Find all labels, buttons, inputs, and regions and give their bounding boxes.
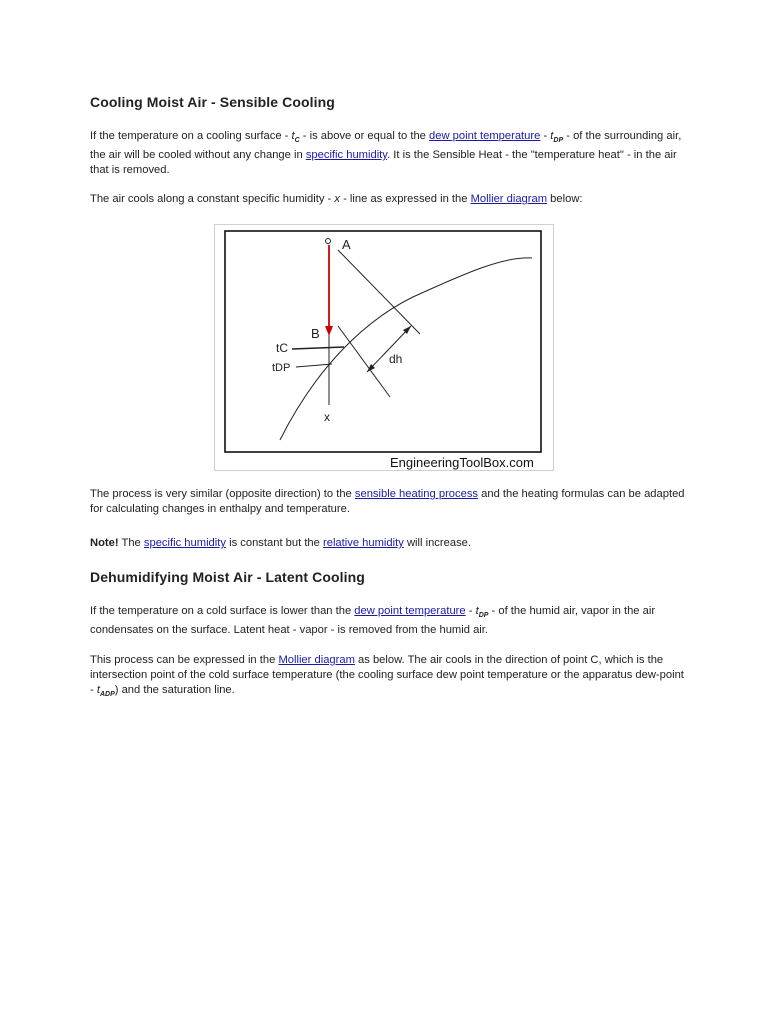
link-specific-humidity-note[interactable]: specific humidity (143, 537, 226, 549)
paragraph-mollier-latent (90, 653, 690, 702)
symbol-tadp: $t_{ADP}$ (96, 684, 115, 699)
link-specific-humidity[interactable]: specific humidity (305, 149, 388, 162)
mollier-sensible-cooling-figure (214, 222, 554, 472)
label-x: x (324, 410, 330, 424)
link-sensible-heating-process[interactable]: sensible heating process (354, 488, 479, 500)
text: . It is the Sensible Heat - the "temperature heat" - in the air that is removed. (90, 149, 677, 177)
text: as below. The air cools in the direction of point C, which is the intersection point of the cold surface temperature (the cooling surface dew point temperature or the apparatus dew-point - (90, 654, 684, 696)
text: - of the humid air, vapor in the air condensates on the surface. Latent heat - vapor - is removed from the humid air. (90, 605, 656, 637)
text: and the heating formulas can be adapted for calculating changes in enthalpy and temperature. (90, 488, 685, 515)
text: The air cools along a constant specific humidity - (90, 193, 335, 205)
point-a-marker (326, 239, 331, 244)
text: - (465, 605, 476, 617)
symbol-tdp: $t_{DP}$ (550, 130, 564, 145)
label-tdp: tDP (272, 362, 291, 374)
label-a: A (342, 237, 351, 252)
text: - of the surrounding air, the air will be cooled without any change in (90, 130, 682, 162)
text: This process can be expressed in the (90, 654, 279, 666)
paragraph-latent-intro (90, 604, 690, 638)
mollier-diagram (214, 222, 554, 472)
paragraph-sensible-intro (90, 129, 690, 178)
text: is constant but the (225, 537, 323, 549)
text: will increase. (403, 537, 471, 549)
paragraph-constant-humidity (90, 192, 690, 207)
section-title-latent-cooling: Dehumidifying Moist Air - Latent Cooling (90, 569, 365, 585)
link-mollier-diagram[interactable]: Mollier diagram (470, 193, 548, 205)
text: The process is very similar (opposite direction) to the (90, 488, 355, 500)
symbol-tc: $t_C$ (291, 130, 300, 145)
link-dew-point-temperature[interactable]: dew point temperature (429, 130, 541, 142)
text: If the temperature on a cooling surface - (90, 130, 292, 142)
link-dew-point-temperature-2[interactable]: dew point temperature (354, 605, 466, 617)
text: The (118, 537, 144, 549)
label-tc: tC (276, 341, 288, 355)
label-dh: dh (389, 352, 403, 366)
text: If the temperature on a cold surface is lower than the (90, 605, 355, 617)
link-relative-humidity[interactable]: relative humidity (323, 537, 404, 549)
text: ) and the saturation line. (114, 684, 235, 696)
text: - is above or equal to the (299, 130, 430, 142)
note-label: Note! (90, 537, 119, 549)
link-mollier-diagram-2[interactable]: Mollier diagram (278, 654, 355, 666)
text: below: (547, 193, 583, 205)
text: - (540, 130, 551, 142)
paragraph-note (90, 536, 690, 551)
label-b: B (311, 326, 320, 341)
section-title-sensible-cooling: Cooling Moist Air - Sensible Cooling (90, 94, 335, 110)
figure-credit: EngineeringToolBox.com (390, 455, 534, 470)
paragraph-similar-process (90, 487, 690, 517)
text: - line as expressed in the (339, 193, 471, 205)
symbol-tdp: $t_{DP}$ (475, 605, 489, 620)
symbol-x: x (334, 193, 340, 205)
